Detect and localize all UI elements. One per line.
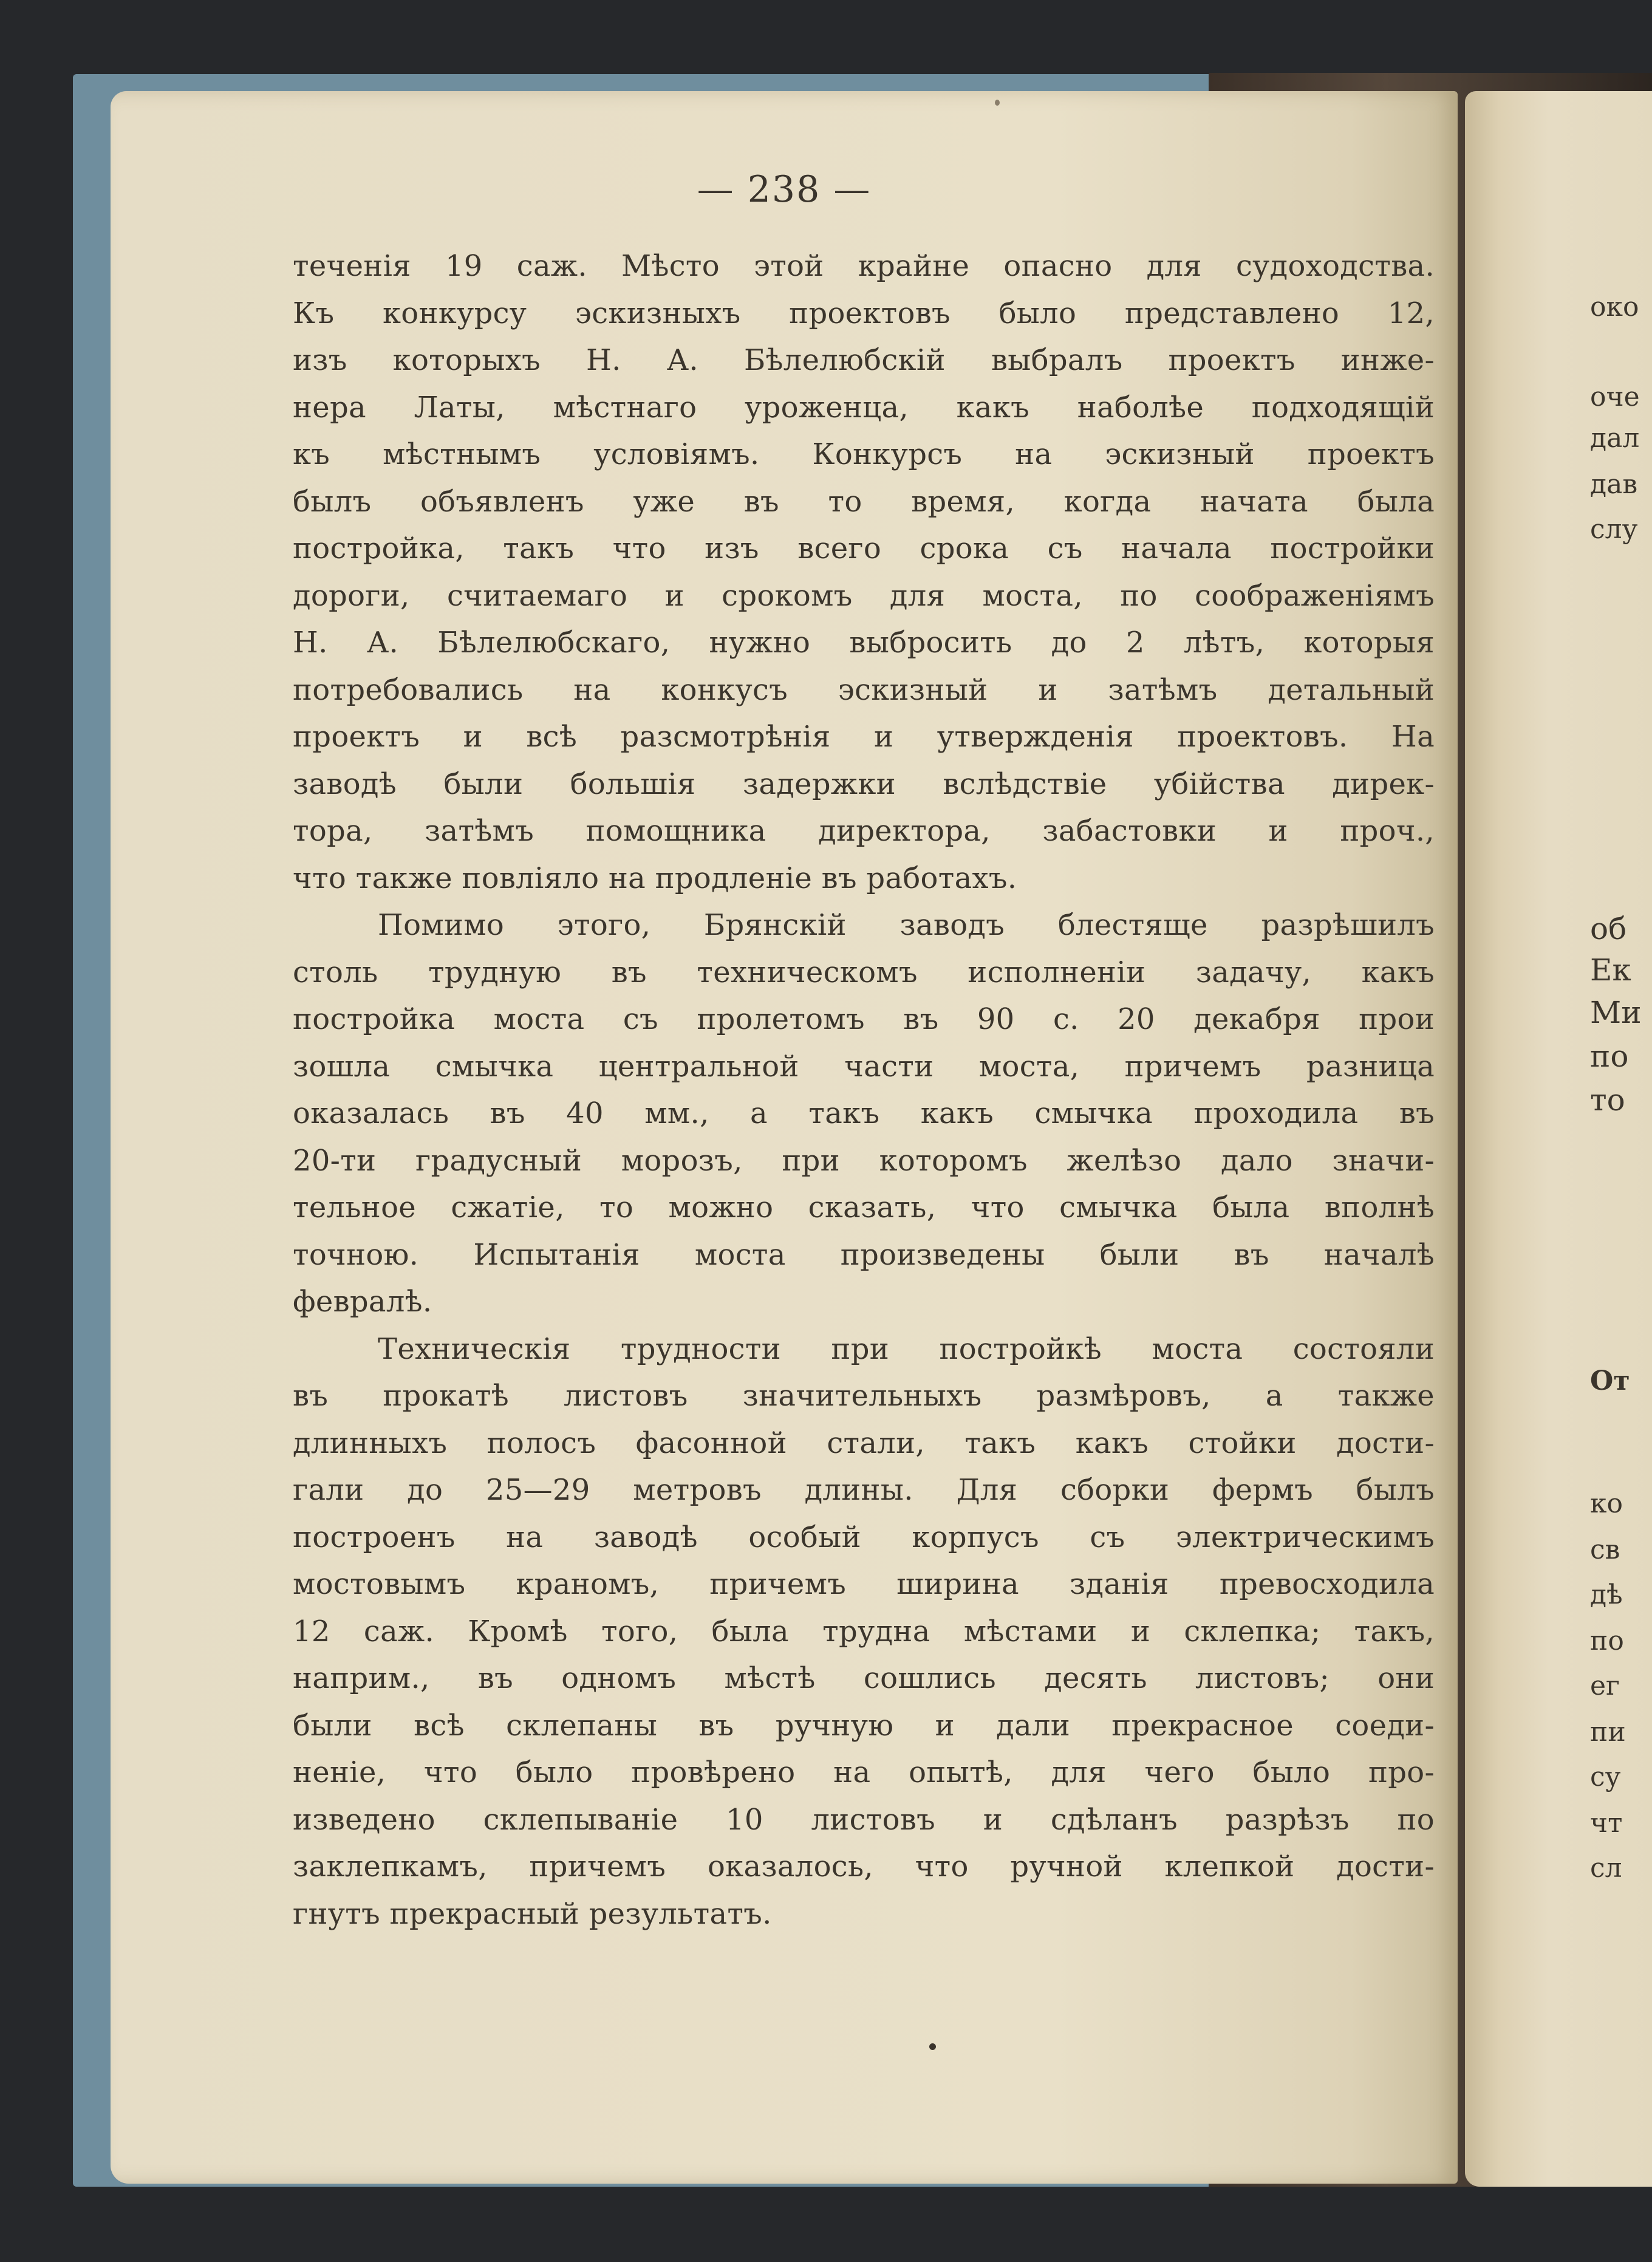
text-line: 12 саж. Кромѣ того, была трудна мѣстами и склепка; такъ, [293, 1614, 1435, 1649]
text-line: длинныхъ полосъ фасонной стали, такъ какъ стойки дости- [293, 1426, 1435, 1460]
text-line: нера Латы, мѣстнаго уроженца, какъ наболѣе подходящій [293, 390, 1435, 425]
text-line: февралѣ. [293, 1285, 432, 1319]
ink-speck [929, 2043, 936, 2050]
text-line: потребовались на конкусъ эскизный и затѣмъ детальный [293, 672, 1435, 707]
paragraph [293, 243, 1435, 902]
text-line: Н. А. Бѣлелюбскаго, нужно выбросить до 2 лѣтъ, которыя [293, 626, 1435, 660]
right-page-fragment: дав [1590, 469, 1638, 500]
text-line: теченія 19 саж. Мѣсто этой крайне опасно для судоходства. [293, 249, 1435, 283]
text-line: построенъ на заводѣ особый корпусъ съ электрическимъ [293, 1520, 1435, 1554]
right-page-fragment: слу [1590, 514, 1638, 545]
text-line: тельное сжатіе, то можно сказать, что смычка была вполнѣ [293, 1191, 1435, 1225]
text-line: гали до 25—29 метровъ длины. Для сборки фермъ былъ [293, 1473, 1435, 1507]
right-page-fragment: св [1590, 1534, 1620, 1565]
text-line: изведено склепываніе 10 листовъ и сдѣланъ разрѣзъ по [293, 1802, 1435, 1837]
text-line: проектъ и всѣ разсмотрѣнія и утвержденія проектовъ. На [293, 720, 1435, 754]
text-line: постройка моста съ пролетомъ въ 90 с. 20 декабря прои [293, 1002, 1435, 1036]
text-line: Къ конкурсу эскизныхъ проектовъ было представлено 12, [293, 296, 1435, 330]
page-body-text [293, 243, 1435, 1938]
right-page-fragment: чт [1590, 1808, 1623, 1839]
left-page [111, 91, 1458, 2184]
text-line: тора, затѣмъ помощника директора, забастовки и проч., [293, 814, 1435, 848]
right-page-fragment: сл [1590, 1853, 1622, 1884]
right-page-fragment: пи [1590, 1717, 1626, 1748]
right-page-fragment: ег [1590, 1670, 1620, 1701]
right-page-fragment: От [1590, 1365, 1630, 1396]
page-number: — 238 — [697, 168, 872, 211]
right-page-fragment: оче [1590, 381, 1640, 412]
text-line: къ мѣстнымъ условіямъ. Конкурсъ на эскизный проектъ [293, 437, 1435, 471]
text-line: что также повліяло на продленіе въ работахъ. [293, 861, 1017, 895]
text-line: заклепкамъ, причемъ оказалось, что ручной клепкой дости- [293, 1850, 1435, 1884]
right-page-fragment: по [1590, 1625, 1624, 1656]
paragraph [293, 1326, 1435, 1938]
text-line: дороги, считаемаго и срокомъ для моста, по соображеніямъ [293, 578, 1435, 613]
paragraph [293, 902, 1435, 1326]
text-line: точною. Испытанія моста произведены были въ началѣ [293, 1237, 1435, 1272]
text-line: оказалась въ 40 мм., а такъ какъ смычка проходила въ [293, 1096, 1435, 1130]
text-line: 20-ти градусный морозъ, при которомъ желѣзо дало значи- [293, 1143, 1435, 1178]
right-page-fragment: Ми [1590, 995, 1642, 1030]
right-page-fragment: то [1590, 1082, 1625, 1118]
right-page-fragment: дал [1590, 423, 1640, 454]
text-line: мостовымъ краномъ, причемъ ширина зданія превосходила [293, 1567, 1435, 1601]
right-page-fragment: су [1590, 1761, 1621, 1792]
text-line: столь трудную въ техническомъ исполненіи задачу, какъ [293, 955, 1435, 989]
text-line: наприм., въ одномъ мѣстѣ сошлись десять листовъ; они [293, 1661, 1435, 1695]
right-page-fragment: об [1590, 911, 1627, 946]
right-page-fragment: дѣ [1590, 1579, 1623, 1610]
text-line: Помимо этого, Брянскій заводъ блестяще разрѣшилъ [378, 908, 1435, 942]
text-line: Техническія трудности при постройкѣ моста состояли [378, 1331, 1435, 1366]
right-page-fragment: око [1590, 292, 1639, 323]
text-line: были всѣ склепаны въ ручную и дали прекрасное соеди- [293, 1708, 1435, 1743]
text-line: заводѣ были большія задержки вслѣдствіе убійства дирек- [293, 767, 1435, 801]
ink-speck [995, 100, 1000, 106]
text-line: постройка, такъ что изъ всего срока съ начала постройки [293, 531, 1435, 566]
text-line: въ прокатѣ листовъ значительныхъ размѣровъ, а также [293, 1379, 1435, 1413]
text-line: былъ объявленъ уже въ то время, когда начата была [293, 484, 1435, 519]
right-page-fragment: ко [1590, 1488, 1623, 1519]
right-page-fragment: по [1590, 1039, 1629, 1074]
text-line: изъ которыхъ Н. А. Бѣлелюбскій выбралъ проектъ инже- [293, 343, 1435, 377]
text-line: неніе, что было провѣрено на опытѣ, для чего было про- [293, 1755, 1435, 1789]
right-page-fragment: Ек [1590, 952, 1631, 988]
text-line: зошла смычка центральной части моста, причемъ разница [293, 1049, 1435, 1084]
text-line: гнутъ прекрасный результатъ. [293, 1896, 772, 1931]
